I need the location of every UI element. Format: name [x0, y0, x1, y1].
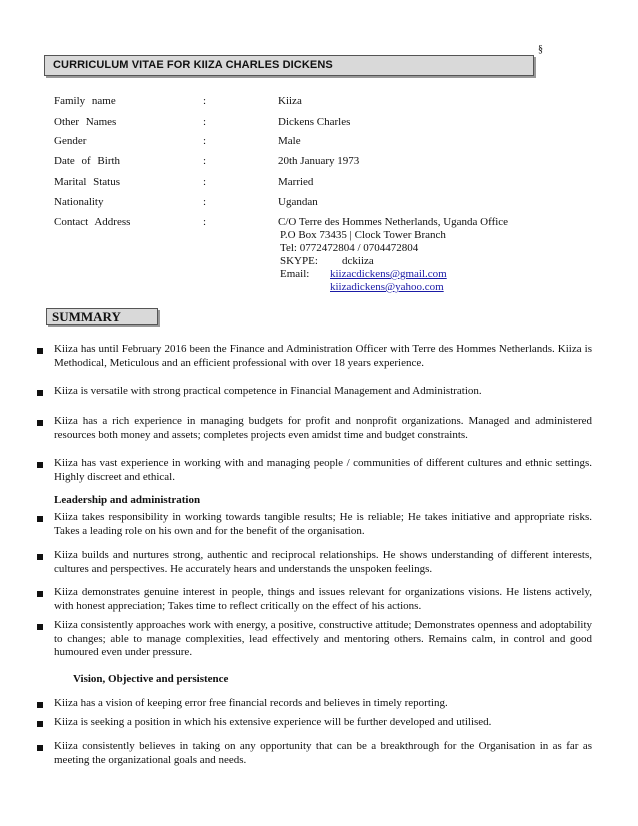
leadership-paragraph: Kiiza consistently approaches work with energy, a positive, constructive attitude; Demonstrates openness and adoptability to changes; able to manage complexities, lead effectively and mentoring others. Remains calm, in control and good humoured even under pressure.: [54, 619, 592, 658]
vision-paragraph: Kiiza has a vision of keeping error free financial records and believes in timely reporting.: [54, 697, 448, 709]
bullet-icon: [37, 702, 43, 708]
leadership-paragraph: Kiiza demonstrates genuine interest in people, things and issues relevant for organizations visions. He listens actively, with honest appreciation; Takes time to reflect critically on the effect of his actions.: [54, 586, 592, 612]
contact-skype-value: dckiiza: [342, 255, 374, 267]
value-gender: Male: [278, 135, 301, 147]
label-gender: Gender: [54, 135, 87, 147]
contact-email-label: Email:: [280, 268, 310, 280]
summary-paragraph: Kiiza is versatile with strong practical competence in Financial Management and Administration.: [54, 385, 482, 397]
summary-banner: [46, 308, 158, 325]
leadership-paragraph: Kiiza builds and nurtures strong, authentic and reciprocal relationships. He shows understanding of different interests, cultures and perspectives. He accurately hears and understands the unspoken feelings.: [54, 549, 592, 575]
colon: :: [203, 196, 207, 208]
label-family-name: Family name: [54, 95, 116, 107]
value-contact-address: C/O Terre des Hommes Netherlands, Uganda Office: [278, 216, 509, 228]
colon: :: [203, 116, 207, 128]
summary-paragraph: Kiiza has until February 2016 been the Finance and Administration Officer with Terre des Hommes Netherlands. Kiiza is Methodical, Meticulous and an efficient professional with over 18 years experience.: [54, 343, 592, 369]
contact-po-box: P.O Box 73435 | Clock Tower Branch: [280, 229, 446, 241]
colon: :: [203, 176, 207, 188]
vision-paragraph: Kiiza consistently believes in taking on any opportunity that can be a breakthrough for the Organisation in as far as meeting the organizational goals and needs.: [54, 740, 592, 766]
contact-telephone: Tel: 0772472804 / 0704472804: [280, 242, 419, 254]
colon: :: [203, 155, 207, 167]
bullet-icon: [37, 516, 43, 522]
contact-skype-label: SKYPE:: [280, 255, 318, 267]
value-marital-status: Married: [278, 176, 314, 188]
vision-heading: Vision, Objective and persistence: [73, 673, 229, 685]
label-other-names: Other Names: [54, 116, 117, 128]
summary-heading: SUMMARY: [52, 309, 121, 324]
cv-title: CURRICULUM VITAE FOR KIIZA CHARLES DICKENS: [53, 59, 333, 71]
leadership-paragraph: Kiiza takes responsibility in working towards tangible results; He is reliable; He takes initiative and appropriate risks. Takes a leading role on his own and for the benefit of the organisation.: [54, 511, 592, 537]
bullet-icon: [37, 721, 43, 727]
label-contact-address: Contact Address: [54, 216, 131, 228]
vision-paragraph: Kiiza is seeking a position in which his extensive experience will be further developed and utilised.: [54, 716, 492, 728]
value-other-names: Dickens Charles: [278, 116, 351, 128]
section-mark: §: [538, 44, 543, 55]
colon: :: [203, 216, 207, 228]
value-date-of-birth: 20th January 1973: [278, 155, 360, 167]
bullet-icon: [37, 554, 43, 560]
bullet-icon: [37, 591, 43, 597]
cv-title-banner: [44, 55, 534, 76]
email-link-yahoo[interactable]: kiizadickens@yahoo.com: [330, 281, 444, 293]
label-marital-status: Marital Status: [54, 176, 121, 188]
label-date-of-birth: Date of Birth: [54, 155, 121, 167]
bullet-icon: [37, 462, 43, 468]
value-family-name: Kiiza: [278, 95, 302, 107]
leadership-heading: Leadership and administration: [54, 494, 201, 506]
label-nationality: Nationality: [54, 196, 104, 208]
bullet-icon: [37, 348, 43, 354]
bullet-icon: [37, 745, 43, 751]
summary-paragraph: Kiiza has vast experience in working with and managing people / communities of different cultures and ethnic settings. Highly discreet and ethical.: [54, 457, 592, 483]
bullet-icon: [37, 390, 43, 396]
colon: :: [203, 135, 207, 147]
value-nationality: Ugandan: [278, 196, 318, 208]
bullet-icon: [37, 420, 43, 426]
bullet-icon: [37, 624, 43, 630]
email-link-gmail[interactable]: kiizacdickens@gmail.com: [330, 268, 447, 280]
colon: :: [203, 95, 207, 107]
summary-paragraph: Kiiza has a rich experience in managing budgets for profit and nonprofit organizations. Managed and administered resources both money and assets; completes projects even amidst time and budget constraints.: [54, 415, 592, 441]
